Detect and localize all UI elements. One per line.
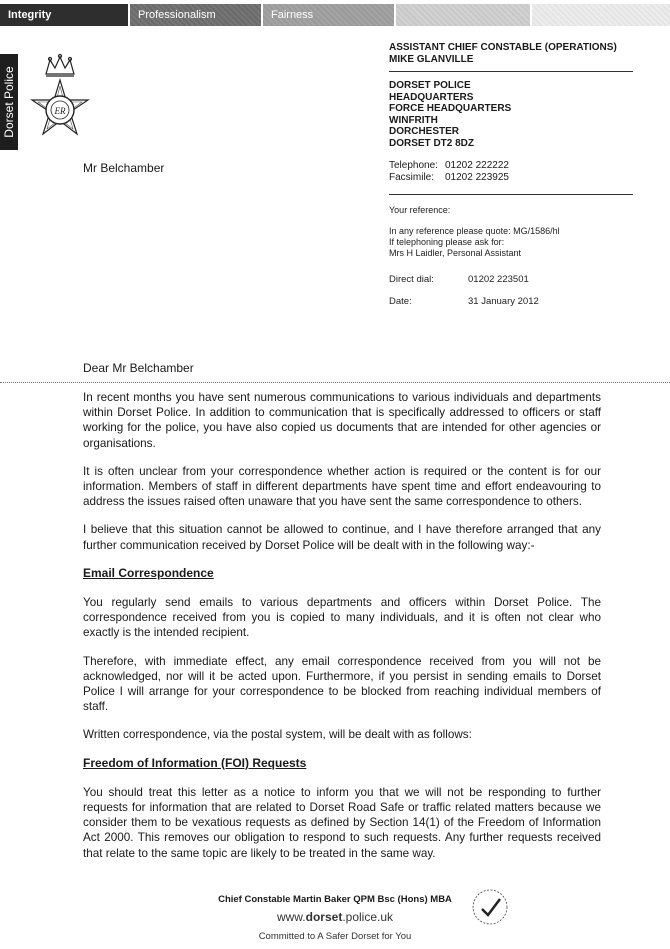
facsimile-value: 01202 223925	[445, 172, 509, 183]
direct-dial-value: 01202 223501	[468, 274, 529, 285]
sender-name: MIKE GLANVILLE	[389, 54, 474, 65]
address-line: DORSET DT2 8DZ	[389, 137, 475, 149]
your-reference: Your reference:	[389, 205, 451, 215]
section-heading-foi: Freedom of Information (FOI) Requests	[83, 755, 307, 770]
sender-address	[389, 80, 511, 150]
contact-numbers	[389, 160, 509, 184]
address-line: WINFRITH	[389, 114, 438, 126]
url-suffix: .police.uk	[342, 910, 394, 924]
sender-block	[389, 42, 617, 66]
chief-constable-line: Chief Constable Martin Baker QPM Bsc (Hons) MBA	[218, 894, 452, 905]
reference-quote	[389, 226, 560, 259]
divider	[389, 71, 633, 72]
quote-line: In any reference please quote: MG/1586/hl	[389, 226, 560, 236]
paragraph: It is often unclear from your correspondence whether action is required or the content is for our information. Members of staff in different departments have spent time and effort endeavouring to address the issues raised often unaware that you have sent the same correspondence to others.	[83, 464, 601, 509]
values-bar-fairness: Fairness	[263, 4, 394, 26]
address-line: DORCHESTER	[389, 126, 460, 138]
paragraph: In recent months you have sent numerous communications to various individuals and departments within Dorset Police. In addition to communication that is specifically addressed to officers or staff working for the police, you have also copied us documents that are intended for other agencies or organisations.	[83, 391, 601, 450]
divider	[389, 194, 633, 195]
direct-dial-label: Direct dial:	[389, 274, 434, 285]
address-line: FORCE HEADQUARTERS	[389, 103, 512, 115]
recipient-name: Mr Belchamber	[83, 161, 165, 175]
letter-body	[83, 390, 601, 874]
values-bar-integrity: Integrity	[0, 4, 128, 26]
crest-monogram: ER	[54, 106, 66, 116]
website-url	[0, 910, 670, 924]
direct-dial-row	[389, 274, 529, 285]
paragraph: Written correspondence, via the postal system, will be dealt with as follows:	[83, 728, 472, 742]
investor-in-people-badge-icon	[470, 887, 510, 927]
section-heading-email: Email Correspondence	[83, 565, 214, 580]
values-bar	[0, 0, 670, 27]
paragraph: You should treat this letter as a notice to inform you that we will not be responding to further requests for information that are related to Dorset Road Safe or traffic related matters because we consider them to be vexatious requests as defined by Section 14(1) of the Freedom of Information Act 2000. This removes our obligation to respond to such requests. Any further requests received that relate to the same topic are likely to be treated in the same way.	[83, 785, 601, 860]
page-break-line	[0, 382, 670, 383]
contact-person: Mrs H Laidler, Personal Assistant	[389, 248, 522, 258]
address-line: DORSET POLICE	[389, 80, 471, 91]
police-crest-logo	[22, 52, 98, 144]
values-bar-professionalism: Professionalism	[130, 4, 261, 26]
sender-title: ASSISTANT CHIEF CONSTABLE (OPERATIONS)	[389, 42, 617, 53]
tagline: Committed to A Safer Dorset for You	[258, 931, 412, 942]
facsimile-label: Facsimile:	[389, 172, 435, 183]
url-bold: dorset	[305, 910, 343, 924]
sidebar-label: Dorset Police	[2, 66, 16, 138]
paragraph: You regularly send emails to various departments and officers within Dorset Police. The correspondence received from you is copied to many individuals, and it is often not clear who exactly is the intended recipient.	[83, 596, 601, 640]
telephone-label: Telephone:	[389, 160, 438, 171]
salutation: Dear Mr Belchamber	[83, 361, 194, 375]
telephone-value: 01202 222222	[445, 160, 509, 171]
values-bar-segment-5	[532, 4, 670, 26]
address-line: HEADQUARTERS	[389, 91, 474, 103]
paragraph: Therefore, with immediate effect, any email correspondence received from you will not be acknowledged, nor will it be acted upon. Furthermore, if you persist in sending emails to Dorset Police I will arrange for your correspondence to be blocked from reaching individual members of staff.	[83, 654, 601, 714]
values-bar-segment-4	[396, 4, 530, 26]
date-row	[389, 296, 539, 307]
url-prefix: www.	[276, 910, 306, 924]
date-value: 31 January 2012	[468, 296, 539, 307]
date-label: Date:	[389, 296, 412, 307]
telephoning-line: If telephoning please ask for:	[389, 237, 505, 247]
paragraph: I believe that this situation cannot be allowed to continue, and I have therefore arranged that any further communication received by Dorset Police will be dealt with in the following way:-	[83, 523, 601, 552]
